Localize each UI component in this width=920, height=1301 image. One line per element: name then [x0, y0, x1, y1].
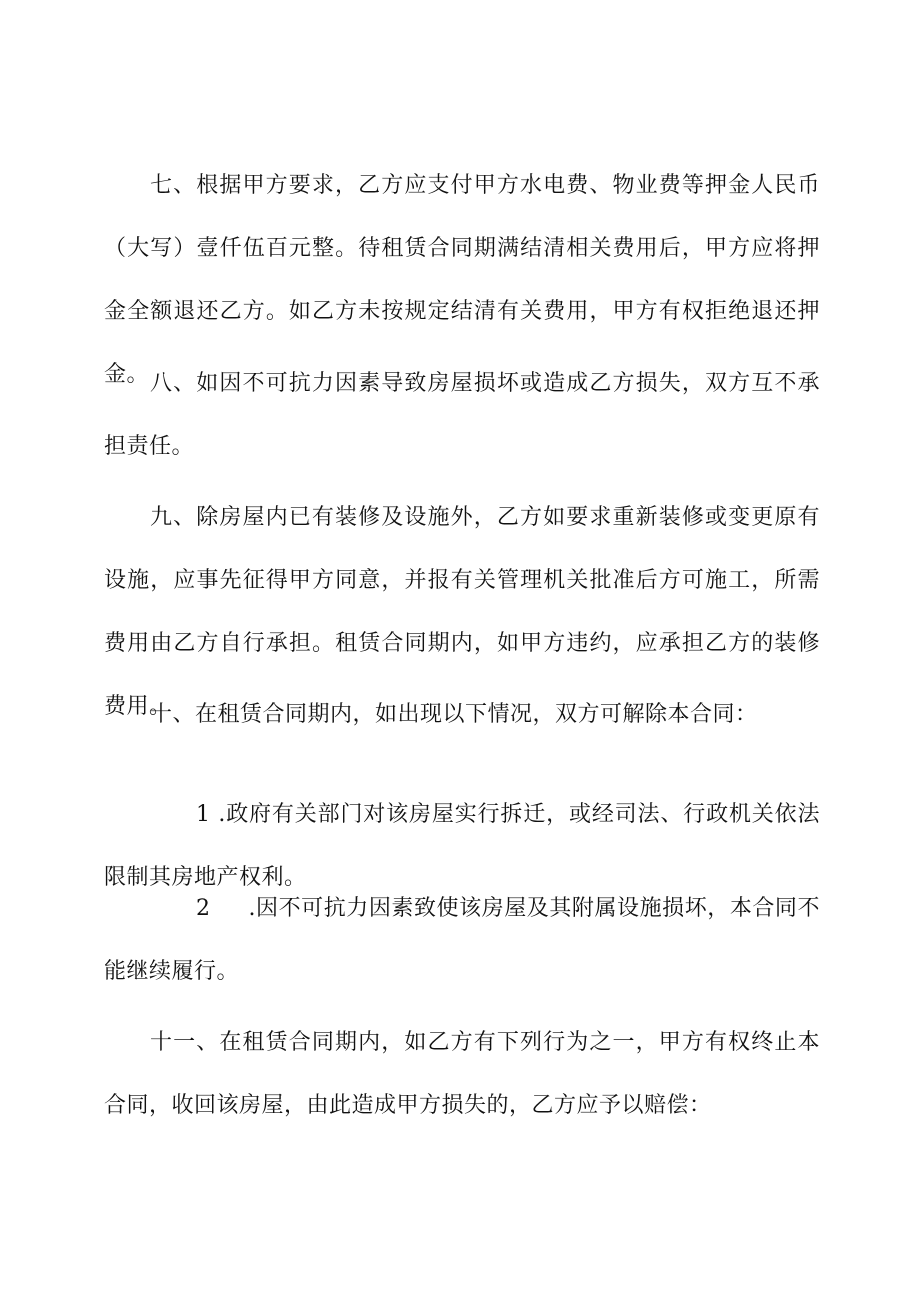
clause-7: 七、根据甲方要求，乙方应支付甲方水电费、物业费等押金人民币（大写）壹仟伍百元整。待租赁合同期满结清相关费用后，甲方应将押金全额退还乙方。如乙方未按规定结清有关费用，甲方有权拒绝退还押金。 — [104, 173, 820, 387]
clause-8: 八、如因不可抗力因素导致房屋损坏或造成乙方损失，双方互不承担责任。 — [104, 371, 820, 459]
item-text: .政府有关部门对该房屋实行拆迁，或经司法、行政机关依法限制其房地产权利。 — [104, 802, 820, 890]
item-number: 2 — [196, 896, 211, 921]
clause-11: 十一、在租赁合同期内，如乙方有下列行为之一，甲方有权终止本合同，收回该房屋，由此造成甲方损失的，乙方应予以赔偿： — [104, 1030, 820, 1118]
clause-9: 九、除房屋内已有装修及设施外，乙方如要求重新装修或变更原有设施，应事先征得甲方同意，并报有关管理机关批准后方可施工，所需费用由乙方自行承担。租赁合同期内，如甲方违约，应承担乙方的装修费用。 — [104, 505, 820, 719]
clause-10-item-2 — [104, 877, 820, 1003]
clause-10: 十、在租赁合同期内，如出现以下情况，双方可解除本合同： — [150, 702, 758, 727]
item-number: 1 — [196, 802, 211, 827]
item-text: .因不可抗力因素致使该房屋及其附属设施损坏，本合同不能继续履行。 — [104, 896, 820, 984]
